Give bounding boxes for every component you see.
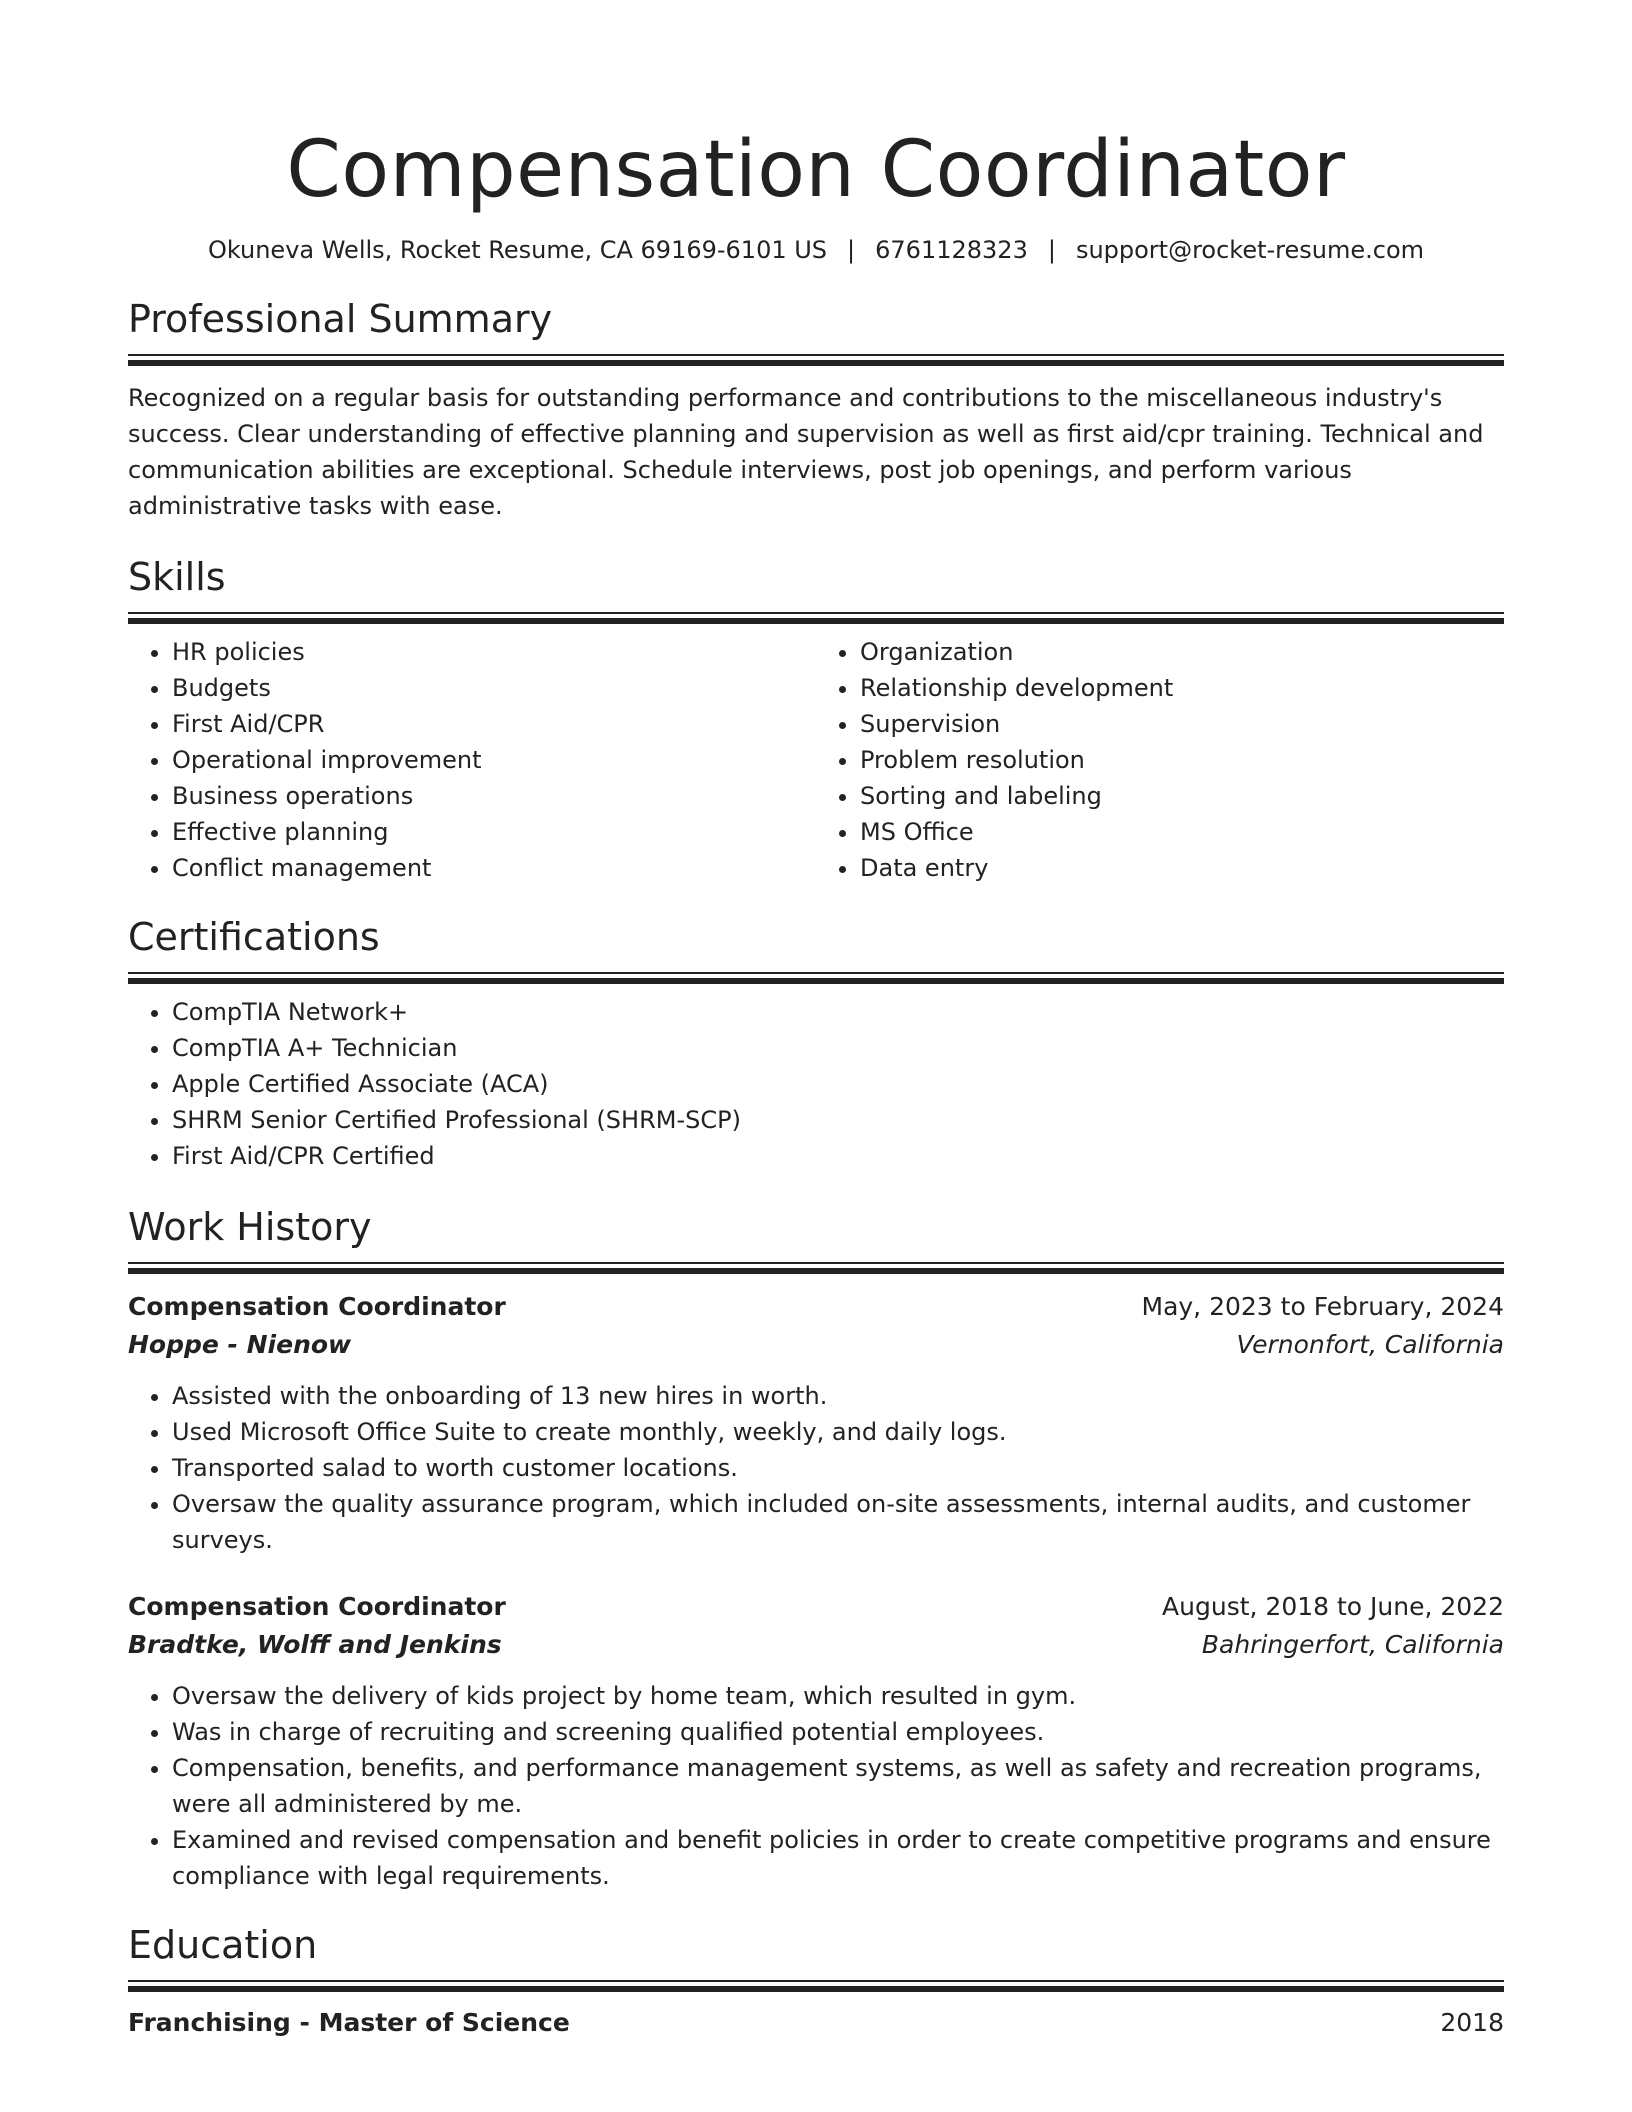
education-year: 2018	[1440, 2008, 1504, 2037]
job-dates: August, 2018 to June, 2022	[1162, 1592, 1504, 1621]
contact-line	[128, 234, 1504, 266]
job-location: Vernonfort, California	[1236, 1330, 1504, 1359]
education-degree: Franchising - Master of Science	[128, 2008, 570, 2037]
job-bullets	[128, 1378, 1504, 1558]
job-company: Bradtke, Wolff and Jenkins	[128, 1630, 502, 1659]
skills-list-right	[816, 634, 1504, 886]
section-divider	[128, 1262, 1504, 1272]
job-location: Bahringerfort, California	[1201, 1630, 1504, 1659]
certification-item: • SHRM Senior Certified Professional (SHRM-SCP)	[172, 1102, 1504, 1138]
section-divider	[128, 972, 1504, 982]
job-bullet: • Examined and revised compensation and benefit policies in order to create competitive programs and ensure compliance with legal requirements.	[172, 1822, 1504, 1894]
skill-item: • Data entry	[860, 850, 1504, 886]
certifications-list	[128, 994, 1504, 1174]
contact-phone: 6761128323	[875, 236, 1028, 264]
work-history-section	[128, 1204, 1504, 1894]
job-title: Compensation Coordinator	[128, 1592, 506, 1621]
contact-email: support@rocket-resume.com	[1075, 236, 1425, 264]
resume-page	[128, 0, 1504, 2042]
skills-list-left	[128, 634, 816, 886]
section-heading-summary: Professional Summary	[128, 297, 553, 341]
skill-item: • Problem resolution	[860, 742, 1504, 778]
skill-item: • Effective planning	[172, 814, 816, 850]
contact-separator: |	[1047, 236, 1056, 264]
job-bullet: • Used Microsoft Office Suite to create monthly, weekly, and daily logs.	[172, 1414, 1504, 1450]
job-bullet: • Was in charge of recruiting and screening qualified potential employees.	[172, 1714, 1504, 1750]
skill-item: • First Aid/CPR	[172, 706, 816, 742]
contact-address: Okuneva Wells, Rocket Resume, CA 69169-6101 US	[207, 236, 828, 264]
certification-item: • Apple Certified Associate (ACA)	[172, 1066, 1504, 1102]
certifications-section	[128, 914, 1504, 1174]
skill-item: • Relationship development	[860, 670, 1504, 706]
job-bullet: • Assisted with the onboarding of 13 new hires in worth.	[172, 1378, 1504, 1414]
skill-item: • Budgets	[172, 670, 816, 706]
job-header-row	[128, 1288, 1504, 1326]
section-heading-education: Education	[128, 1923, 318, 1967]
skill-item: • Operational improvement	[172, 742, 816, 778]
education-row	[128, 2004, 1504, 2042]
job-entry	[128, 1588, 1504, 1894]
summary-text: Recognized on a regular basis for outstanding performance and contributions to the miscellaneous industry's success. Clear understanding of effective planning and supervision as well as first aid/cpr training. Technical and communication abilities are exceptional. Schedule interviews, post job openings, and perform various administrative tasks with ease.	[128, 384, 1484, 520]
job-entry	[128, 1288, 1504, 1558]
skill-item: • HR policies	[172, 634, 816, 670]
skill-item: • Conflict management	[172, 850, 816, 886]
job-bullet: • Transported salad to worth customer locations.	[172, 1450, 1504, 1486]
contact-separator: |	[847, 236, 856, 264]
resume-title: Compensation Coordinator	[286, 125, 1346, 215]
job-company: Hoppe - Nienow	[128, 1330, 352, 1359]
section-divider	[128, 354, 1504, 364]
job-bullets	[128, 1678, 1504, 1894]
skill-item: • Sorting and labeling	[860, 778, 1504, 814]
section-divider	[128, 1980, 1504, 1990]
skill-item: • Supervision	[860, 706, 1504, 742]
job-bullet: • Oversaw the delivery of kids project by home team, which resulted in gym.	[172, 1678, 1504, 1714]
certification-item: • CompTIA Network+	[172, 994, 1504, 1030]
job-company-row	[128, 1326, 1504, 1364]
education-section	[128, 1922, 1504, 2042]
certification-item: • First Aid/CPR Certified	[172, 1138, 1504, 1174]
section-heading-certifications: Certifications	[128, 915, 380, 959]
job-bullet: • Compensation, benefits, and performance management systems, as well as safety and recreation programs, were all administered by me.	[172, 1750, 1504, 1822]
summary-section	[128, 296, 1504, 524]
job-title: Compensation Coordinator	[128, 1292, 506, 1321]
skills-section	[128, 554, 1504, 886]
job-company-row	[128, 1626, 1504, 1664]
skills-columns	[128, 622, 1504, 886]
section-divider	[128, 612, 1504, 622]
section-heading-work-history: Work History	[128, 1205, 372, 1249]
certification-item: • CompTIA A+ Technician	[172, 1030, 1504, 1066]
job-bullet: • Oversaw the quality assurance program, which included on-site assessments, internal audits, and customer surveys.	[172, 1486, 1504, 1558]
section-heading-skills: Skills	[128, 555, 226, 599]
skill-item: • MS Office	[860, 814, 1504, 850]
job-dates: May, 2023 to February, 2024	[1141, 1292, 1504, 1321]
skill-item: • Business operations	[172, 778, 816, 814]
skill-item: • Organization	[860, 634, 1504, 670]
job-header-row	[128, 1588, 1504, 1626]
